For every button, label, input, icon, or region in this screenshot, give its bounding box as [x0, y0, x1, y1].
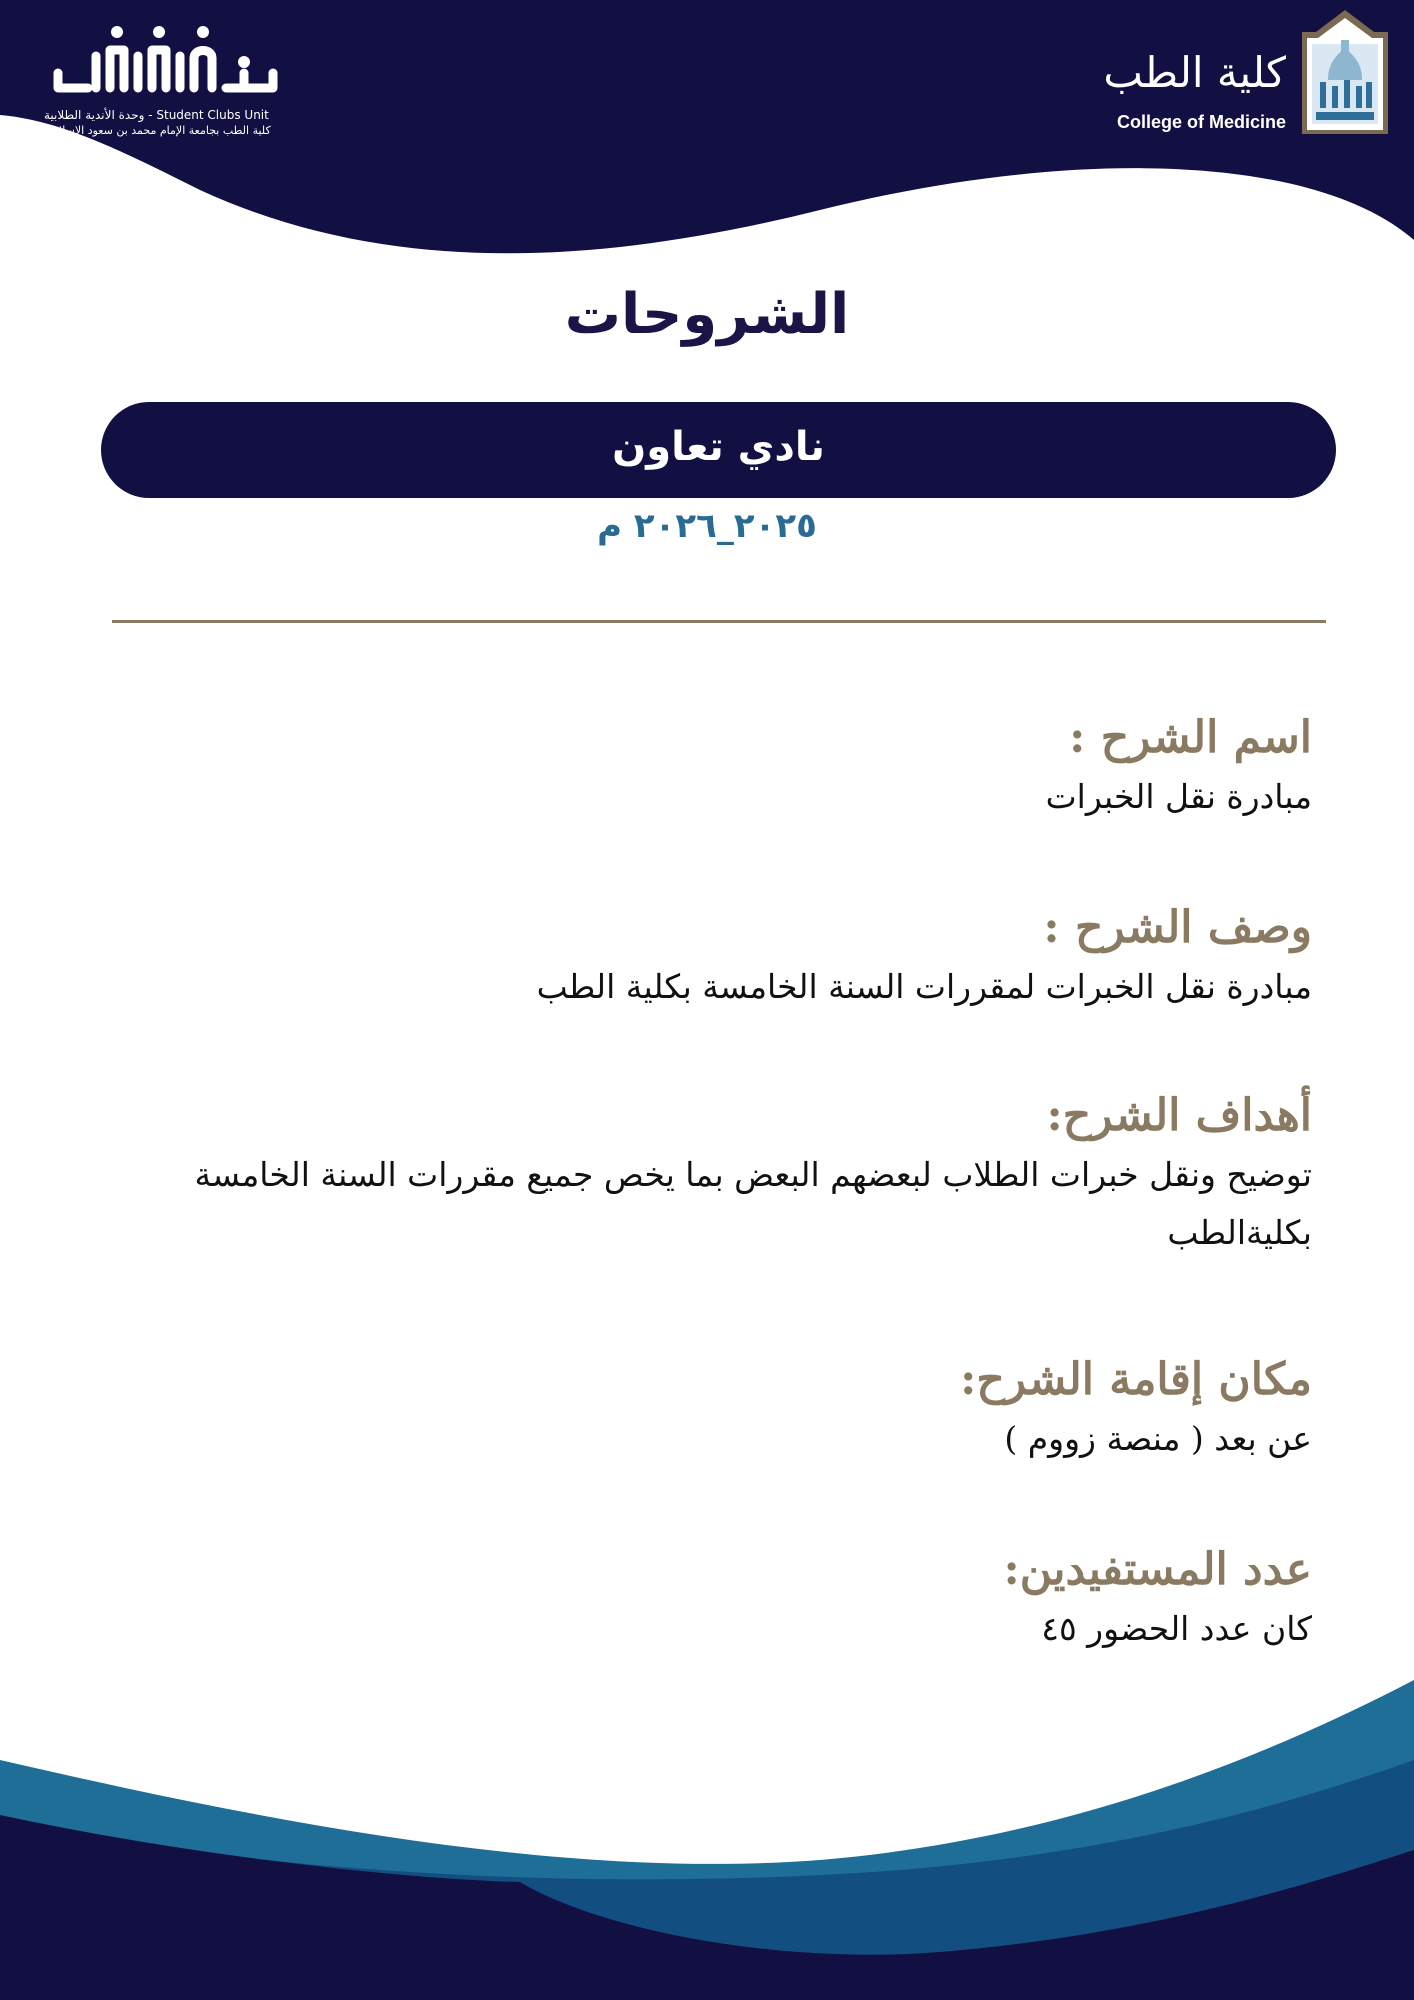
college-logo: [1090, 8, 1390, 138]
university-seal-icon: [1300, 8, 1390, 136]
section-label: اسم الشرح :: [1069, 712, 1312, 763]
college-english-name: College of Medicine: [1116, 112, 1286, 132]
student-clubs-logo: [40, 18, 280, 148]
section-value: كان عدد الحضور ٤٥: [1041, 1609, 1312, 1648]
college-arabic-name: كلية الطب: [1103, 48, 1286, 97]
section-label: عدد المستفيدين:: [1003, 1544, 1312, 1595]
section-explanation-description: [162, 898, 1312, 1016]
page-title: الشروحات: [564, 282, 850, 347]
section-value: عن بعد ( منصة زووم ): [1004, 1419, 1312, 1458]
section-label: وصف الشرح :: [1043, 902, 1312, 953]
section-beneficiaries-count: [162, 1540, 1312, 1658]
section-value: مبادرة نقل الخبرات: [1045, 777, 1312, 816]
section-explanation-name: [162, 708, 1312, 826]
section-value: مبادرة نقل الخبرات لمقررات السنة الخامسة بكلية الطب: [536, 967, 1312, 1006]
club-name-banner: [101, 402, 1336, 498]
section-explanation-venue: [162, 1350, 1312, 1468]
clubs-unit-university: كلية الطب بجامعة الإمام محمد بن سعود الإسلامية: [44, 124, 271, 137]
clubs-unit-name: وحدة الأندية الطلابية - Student Clubs Unit: [44, 108, 269, 122]
section-value: توضيح ونقل خبرات الطلاب لبعضهم البعض بما يخص جميع مقررات السنة الخامسة بكليةالطب: [194, 1155, 1312, 1252]
academic-year: ٢٠٢٥_٢٠٢٦ م: [597, 506, 817, 546]
section-divider: [112, 620, 1326, 623]
clubs-logo-mark: [48, 18, 278, 108]
club-name: نادي تعاون: [612, 424, 825, 470]
section-label: مكان إقامة الشرح:: [960, 1354, 1312, 1405]
section-explanation-goals: [162, 1086, 1312, 1262]
section-label: أهداف الشرح:: [1046, 1090, 1312, 1141]
